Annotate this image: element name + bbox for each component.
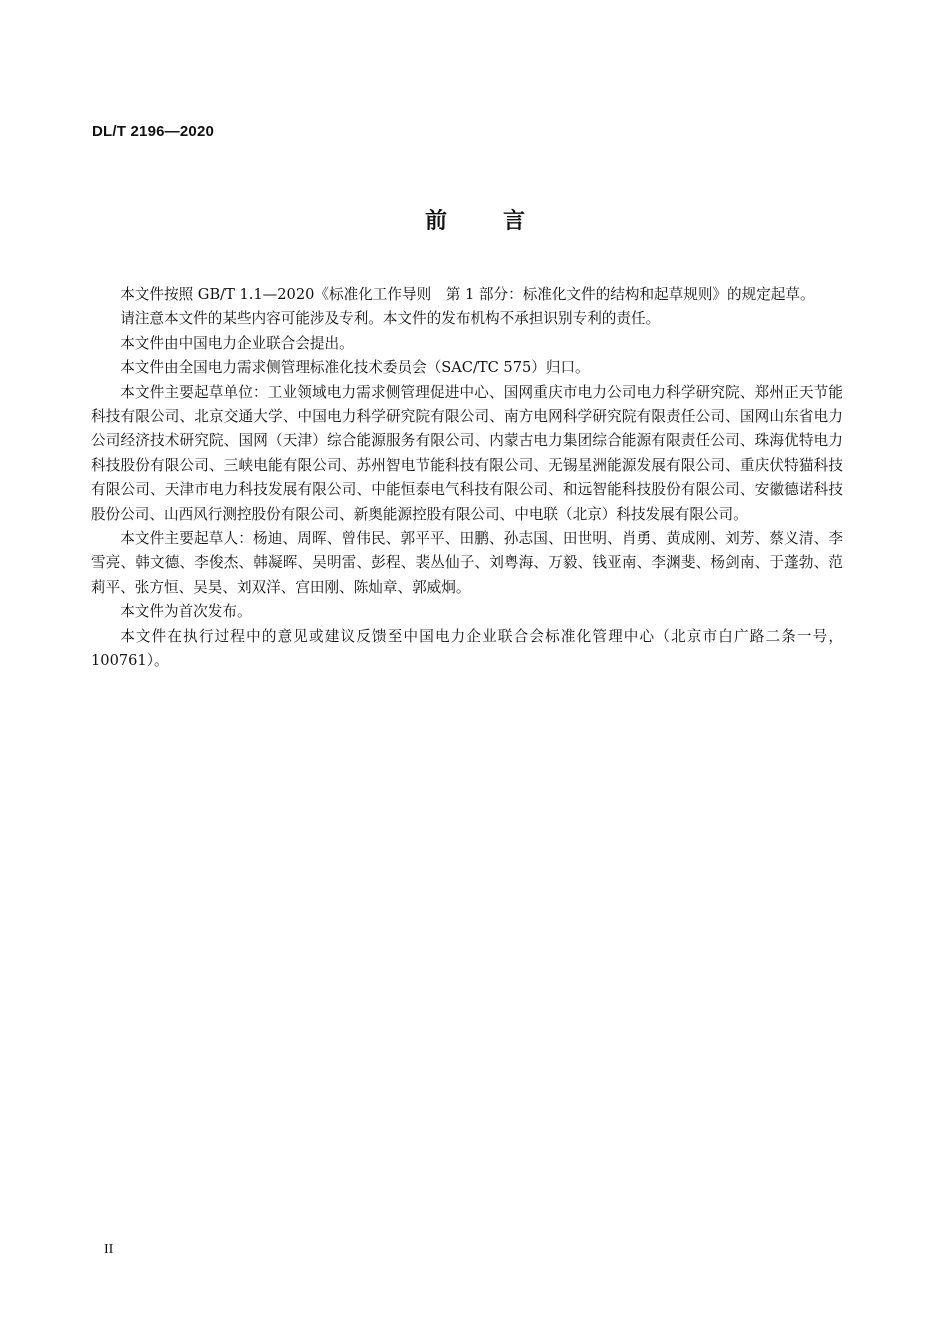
paragraph-patent-notice: 请注意本文件的某些内容可能涉及专利。本文件的发布机构不承担识别专利的责任。 xyxy=(120,310,661,328)
paragraph-feedback: 本文件在执行过程中的意见或建议反馈至中国电力企业联合会标准化管理中心（北京市白广路二条一号，100761）。 xyxy=(91,627,843,670)
page-title: 前言 xyxy=(424,209,581,234)
paragraph-drafting-rules: 本文件按照 GB/T 1.1—2020《标准化工作导则 第 1 部分：标准化文件的结构和起草规则》的规定起草。 xyxy=(120,286,815,303)
paragraph-proposer: 本文件由中国电力企业联合会提出。 xyxy=(120,334,354,352)
page-number: II xyxy=(104,1242,114,1257)
standard-code: DL/T 2196—2020 xyxy=(92,123,215,140)
paragraph-drafters: 本文件主要起草人：杨迪、周晖、曾伟民、郭平平、田鹏、孙志国、田世明、肖勇、黄成刚、刘芳、蔡义清、李雪亮、韩文德、李俊杰、韩凝晖、吴明雷、彭程、裴丛仙子、刘粤海、万毅、钱亚南、李渊斐、杨剑南、于蓬勃、范莉平、张方恒、吴昊、刘双洋、宫田刚、陈灿章、郭威炯。 xyxy=(91,530,843,596)
paragraph-first-release: 本文件为首次发布。 xyxy=(120,603,252,621)
foreword-body xyxy=(91,283,843,674)
paragraph-committee: 本文件由全国电力需求侧管理标准化技术委员会（SAC/TC 575）归口。 xyxy=(120,359,590,377)
paragraph-drafting-units: 本文件主要起草单位：工业领域电力需求侧管理促进中心、国网重庆市电力公司电力科学研究院、郑州正天节能科技有限公司、北京交通大学、中国电力科学研究院有限公司、南方电网科学研究院有限责任公司、国网山东省电力公司经济技术研究院、国网（天津）综合能源服务有限公司、内蒙古电力集团综合能源有限责任公司、珠海优特电力科技股份有限公司、三峡电能有限公司、苏州智电节能科技有限公司、无锡星洲能源发展有限公司、重庆伏特猫科技有限公司、天津市电力科技发展有限公司、中能恒泰电气科技有限公司、和远智能科技股份有限公司、安徽德诺科技股份公司、山西风行测控股份有限公司、新奥能源控股有限公司、中电联（北京）科技发展有限公司。 xyxy=(91,383,843,523)
